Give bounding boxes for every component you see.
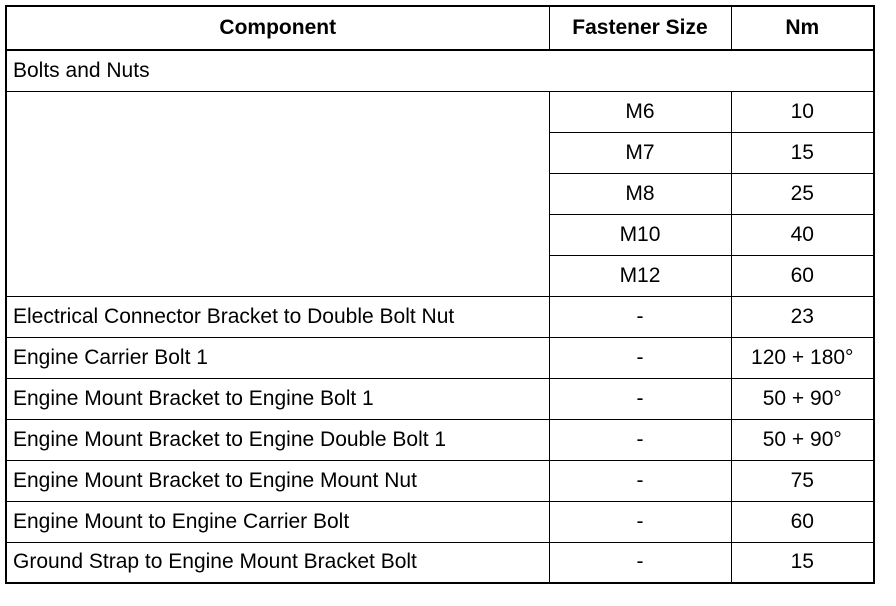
size-cell: M12 [549,255,731,296]
nm-cell: 60 [731,501,874,542]
component-cell: Engine Mount Bracket to Engine Mount Nut [6,460,549,501]
table-row [6,419,874,460]
blank-component-cell [6,91,549,296]
nm-cell: 75 [731,460,874,501]
component-cell: Ground Strap to Engine Mount Bracket Bolt [6,542,549,583]
header-row [6,6,874,50]
table-row [6,460,874,501]
nm-cell: 10 [731,91,874,132]
table-row [6,501,874,542]
size-cell: - [549,296,731,337]
component-cell: Engine Carrier Bolt 1 [6,337,549,378]
size-cell: - [549,419,731,460]
size-cell: M6 [549,91,731,132]
nm-cell: 25 [731,173,874,214]
table-row [6,337,874,378]
size-cell: M8 [549,173,731,214]
size-cell: - [549,337,731,378]
section-title: Bolts and Nuts [6,50,874,91]
nm-cell: 60 [731,255,874,296]
torque-spec-table [5,5,875,584]
nm-cell: 15 [731,132,874,173]
table-row [6,542,874,583]
nm-cell: 15 [731,542,874,583]
nm-cell: 120 + 180° [731,337,874,378]
size-cell: M10 [549,214,731,255]
nm-cell: 50 + 90° [731,378,874,419]
table-row [6,378,874,419]
header-fastener-size: Fastener Size [549,6,731,50]
component-cell: Engine Mount Bracket to Engine Bolt 1 [6,378,549,419]
size-cell: - [549,542,731,583]
size-cell: - [549,460,731,501]
table-row [6,91,874,132]
section-row [6,50,874,91]
component-cell: Engine Mount Bracket to Engine Double Bolt 1 [6,419,549,460]
nm-cell: 23 [731,296,874,337]
size-cell: M7 [549,132,731,173]
size-cell: - [549,378,731,419]
table-row [6,296,874,337]
component-cell: Electrical Connector Bracket to Double Bolt Nut [6,296,549,337]
header-nm: Nm [731,6,874,50]
size-cell: - [549,501,731,542]
nm-cell: 40 [731,214,874,255]
component-cell: Engine Mount to Engine Carrier Bolt [6,501,549,542]
header-component: Component [6,6,549,50]
nm-cell: 50 + 90° [731,419,874,460]
